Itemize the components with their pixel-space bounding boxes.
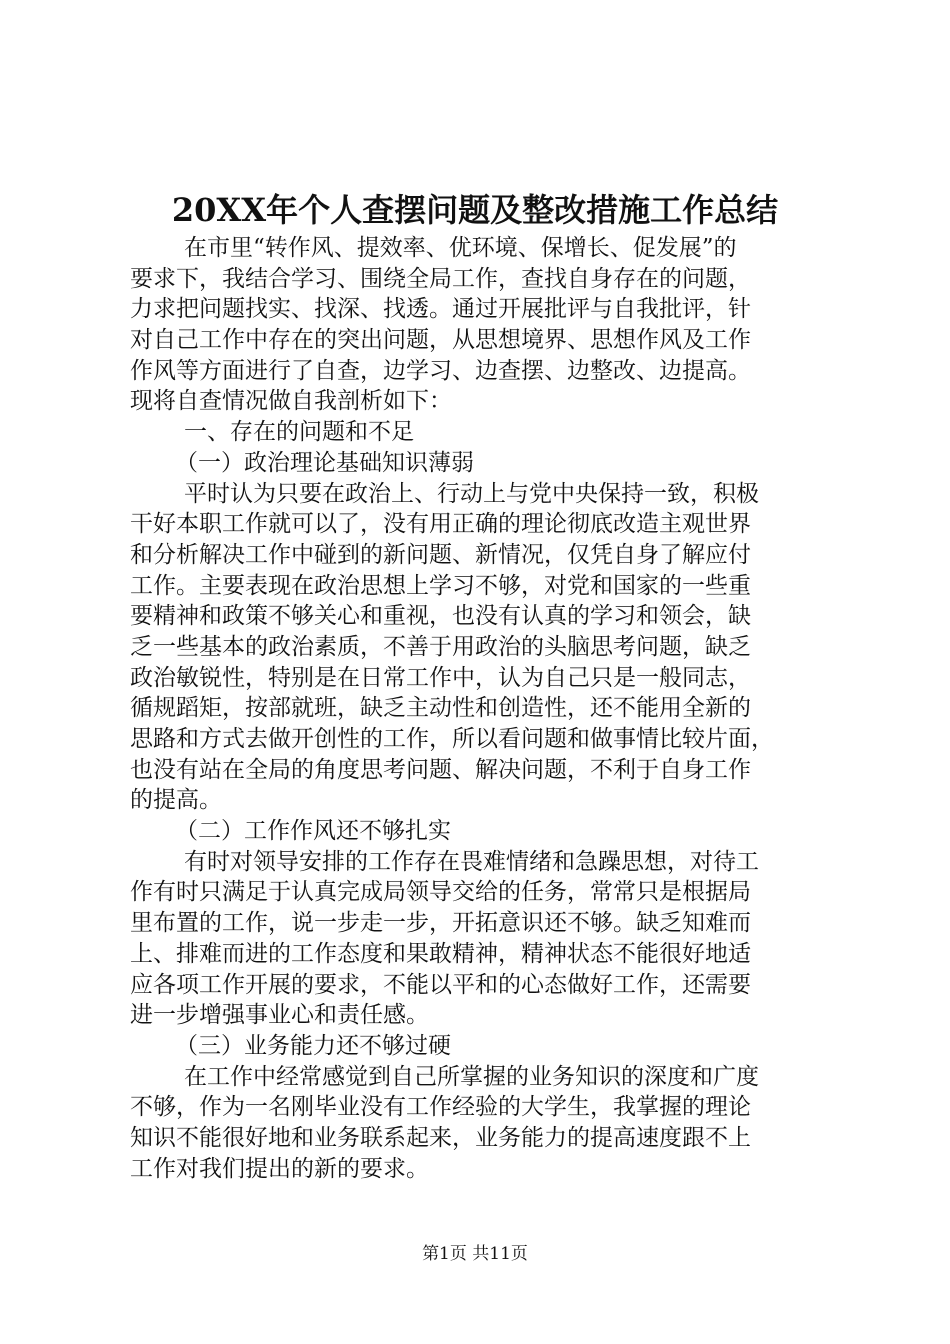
paragraph-line: 要精神和政策不够关心和重视，也没有认真的学习和领会，缺 (130, 603, 751, 630)
paragraph-line: 在工作中经常感觉到自己所掌握的业务知识的深度和广度 (184, 1063, 759, 1090)
paragraph-line: 和分析解决工作中碰到的新问题、新情况，仅凭自身了解应付 (130, 541, 751, 568)
paragraph-line: 也没有站在全局的角度思考问题、解决问题，不利于自身工作 (130, 756, 751, 783)
paragraph-line: 力求把问题找实、找深、找透。通过开展批评与自我批评，针 (130, 296, 751, 323)
paragraph-line: 里布置的工作，说一步走一步，开拓意识还不够。缺乏知难而 (130, 910, 751, 937)
paragraph-line: 对自己工作中存在的突出问题，从思想境界、思想作风及工作 (130, 327, 751, 354)
paragraph-line: 作有时只满足于认真完成局领导交给的任务，常常只是根据局 (130, 879, 751, 906)
paragraph-line: 循规蹈矩，按部就班，缺乏主动性和创造性，还不能用全新的 (130, 695, 751, 722)
paragraph-line: 作风等方面进行了自查，边学习、边查摆、边整改、边提高。 (130, 357, 751, 384)
paragraph-line: 平时认为只要在政治上、行动上与党中央保持一致，积极 (184, 480, 759, 507)
paragraph-line: 知识不能很好地和业务联系起来，业务能力的提高速度跟不上 (130, 1124, 751, 1151)
subsection-heading: （二）工作作风还不够扎实 (175, 818, 451, 845)
subsection-heading: （一）政治理论基础知识薄弱 (175, 449, 474, 476)
document-title: 20XX年个人查摆问题及整改措施工作总结 (171, 191, 779, 229)
paragraph-line: 思路和方式去做开创性的工作，所以看问题和做事情比较片面， (130, 726, 774, 752)
document-body (130, 233, 842, 1184)
paragraph-line: 的提高。 (130, 787, 222, 814)
paragraph-line: 不够，作为一名刚毕业没有工作经验的大学生，我掌握的理论 (130, 1094, 751, 1121)
paragraph-line: 乏一些基本的政治素质，不善于用政治的头脑思考问题，缺乏 (130, 633, 751, 660)
paragraph-line: 有时对领导安排的工作存在畏难情绪和急躁思想，对待工 (184, 848, 759, 875)
paragraph-line: 工作。主要表现在政治思想上学习不够，对党和国家的一些重 (130, 572, 751, 599)
subsection-heading: （三）业务能力还不够过硬 (175, 1032, 451, 1059)
paragraph-line: 现将自查情况做自我剖析如下： (130, 388, 452, 415)
paragraph-line: 在市里“转作风、提效率、优环境、保增长、促发展”的 (184, 235, 737, 261)
paragraph-line: 要求下，我结合学习、围绕全局工作，查找自身存在的问题， (130, 265, 751, 292)
paragraph-line: 应各项工作开展的要求，不能以平和的心态做好工作，还需要 (130, 971, 751, 998)
paragraph-line: 干好本职工作就可以了，没有用正确的理论彻底改造主观世界 (130, 511, 751, 538)
page-number-footer: 第1页 共11页 (422, 1244, 528, 1264)
paragraph-line: 政治敏锐性，特别是在日常工作中，认为自己只是一般同志， (130, 664, 751, 691)
paragraph-line: 工作对我们提出的新的要求。 (130, 1155, 429, 1182)
paragraph-line: 上、排难而进的工作态度和果敢精神，精神状态不能很好地适 (130, 940, 751, 967)
section-heading: 一、存在的问题和不足 (184, 419, 414, 446)
paragraph-line: 进一步增强事业心和责任感。 (130, 1002, 429, 1029)
